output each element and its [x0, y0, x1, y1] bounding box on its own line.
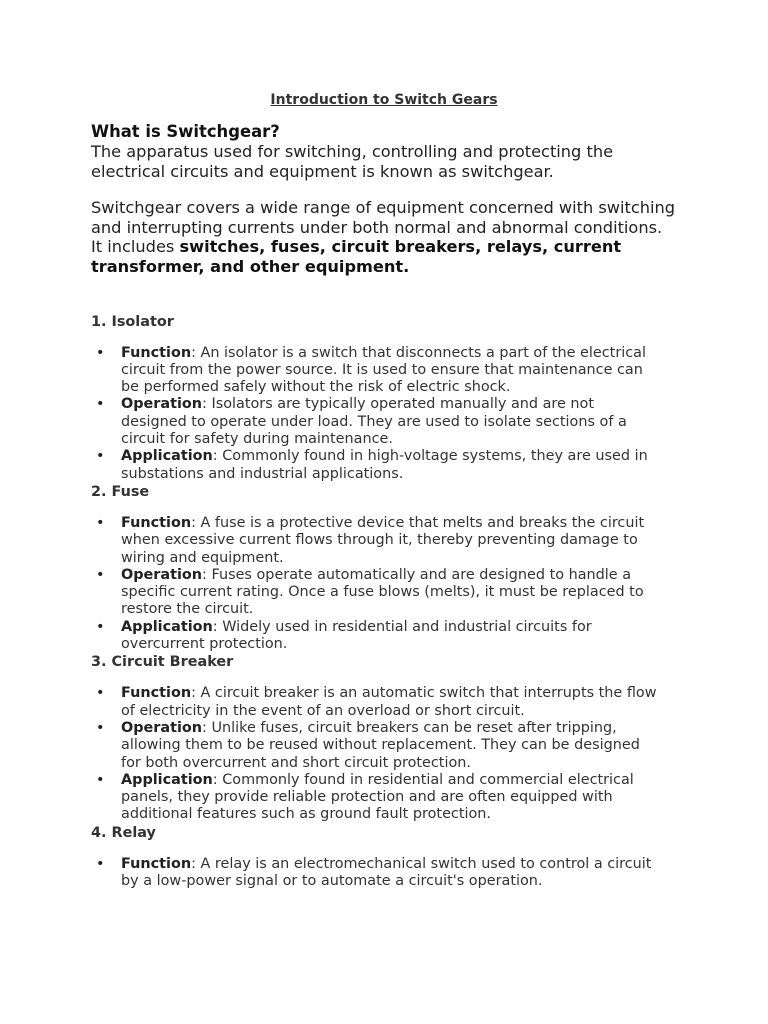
item-text: : Fuses operate automatically and are designed to handle a specific current rating. Once a fuse blows (melts), it must be replaced to restore the circuit. — [121, 566, 644, 618]
bullet-icon: • — [96, 618, 105, 635]
bullet-icon: • — [96, 396, 105, 413]
includes-list: switches, fuses, circuit breakers, relays, current transformer, and other equipment. — [91, 237, 622, 276]
item-term: Function — [121, 855, 192, 872]
circuit-breaker-list — [91, 685, 691, 823]
item-term: Operation — [121, 396, 203, 413]
section-title-isolator: 1. Isolator — [91, 313, 174, 330]
fuse-list — [91, 515, 691, 653]
item-term: Operation — [121, 719, 203, 736]
bullet-icon: • — [96, 566, 105, 583]
item-text: : Widely used in residential and industrial circuits for overcurrent protection. — [121, 618, 592, 653]
item-term: Application — [121, 448, 213, 465]
item-text: : A circuit breaker is an automatic switch that interrupts the flow of electricity in the event of an overload or short circuit. — [121, 685, 657, 719]
item-term: Function — [121, 514, 192, 531]
item-text: : A relay is an electromechanical switch used to control a circuit by a low-power signal or to automate a circuit's operation. — [121, 855, 652, 889]
section-title-relay: 4. Relay — [91, 824, 156, 841]
item-term: Function — [121, 344, 192, 361]
item-term: Application — [121, 618, 213, 635]
item-term: Operation — [121, 566, 203, 583]
item-text: : Commonly found in high-voltage systems, they are used in substations and industrial applications. — [121, 448, 648, 482]
bullet-icon: • — [96, 344, 105, 361]
list-item — [91, 685, 661, 720]
coverage-paragraph — [91, 198, 691, 276]
item-text: : A fuse is a protective device that melts and breaks the circuit when excessive current flows through it, thereby preventing damage to wiring and equipment. — [121, 514, 645, 566]
bullet-icon: • — [96, 855, 105, 872]
bullet-icon: • — [96, 514, 105, 531]
document-title: Introduction to Switch Gears — [270, 92, 498, 108]
list-item — [91, 515, 661, 567]
coverage-text: Switchgear covers a wide range of equipment concerned with switching and interrupting currents under both normal and abnormal conditions. — [91, 198, 676, 237]
bullet-icon: • — [96, 771, 105, 788]
list-item — [91, 345, 661, 397]
document-page — [91, 92, 691, 890]
bullet-icon: • — [96, 719, 105, 736]
item-term: Function — [121, 685, 192, 702]
section-title-fuse: 2. Fuse — [91, 483, 150, 500]
bullet-icon: • — [96, 448, 105, 465]
switchgear-heading: What is Switchgear? — [91, 122, 280, 141]
isolator-list — [91, 345, 691, 483]
item-text: : Isolators are typically operated manually and are not designed to operate under load. They are used to isolate sections of a circuit for safety during maintenance. — [121, 396, 627, 448]
relay-list — [91, 856, 691, 891]
list-item — [91, 396, 661, 448]
item-text: : Commonly found in residential and commercial electrical panels, they provide reliable protection and are often equipped with additional features such as ground fault protection. — [121, 771, 634, 823]
item-text: : Unlike fuses, circuit breakers can be reset after tripping, allowing them to be reused without replacement. They can be designed for both overcurrent and short circuit protection. — [121, 719, 640, 771]
item-term: Application — [121, 771, 213, 788]
item-text: : An isolator is a switch that disconnects a part of the electrical circuit from the power source. It is used to ensure that maintenance can be performed safely without the risk of electric shock. — [121, 344, 646, 396]
list-item — [91, 619, 661, 654]
list-item — [91, 448, 661, 483]
definition-paragraph: The apparatus used for switching, controlling and protecting the electrical circuits and equipment is known as switchgear. — [91, 142, 614, 181]
bullet-icon: • — [96, 685, 105, 702]
includes-prefix: It includes — [91, 237, 180, 257]
list-item — [91, 567, 661, 619]
list-item — [91, 720, 661, 772]
list-item — [91, 856, 661, 891]
list-item — [91, 772, 661, 824]
section-title-circuit-breaker: 3. Circuit Breaker — [91, 654, 234, 671]
